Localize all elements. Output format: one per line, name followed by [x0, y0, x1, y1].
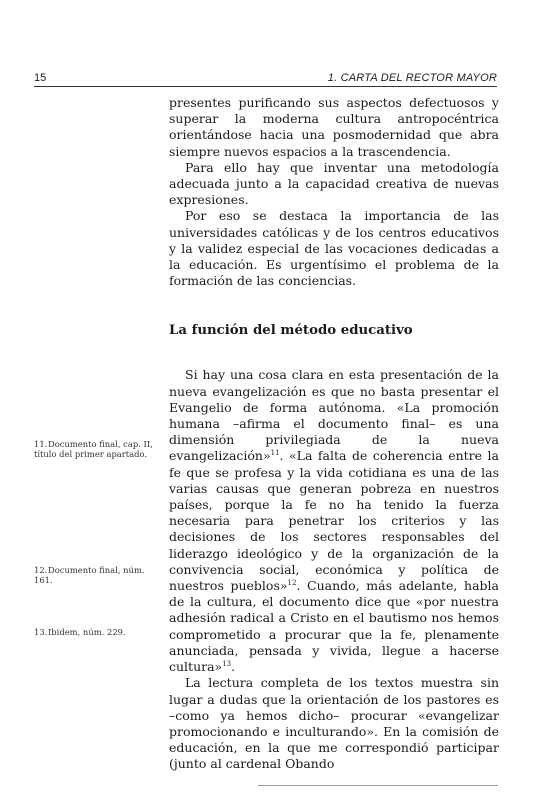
paragraph-text: . Cuando, más adelante, habla de la cultura, el documento dice que «por nuestra adhesión radical a Cristo en el bautismo nos hemos comprometido a procurar que la fe, plenamente anunciada, pensada y vivida, llegue a hacerse cultura» — [169, 578, 499, 675]
margin-note — [34, 627, 154, 637]
paragraph — [169, 367, 499, 675]
paragraph: Para ello hay que inventar una metodología adecuada junto a la capacidad creativa de nuevas expresiones. — [169, 159, 499, 208]
running-title: 1. CARTA DEL RECTOR MAYOR — [327, 72, 497, 84]
note-number: 13. — [34, 627, 48, 637]
note-reference: 12 — [287, 578, 297, 587]
footer-rule — [258, 785, 498, 786]
note-number: 11. — [34, 439, 48, 449]
page-number: 15 — [34, 72, 47, 84]
margin-note — [34, 565, 154, 585]
paragraph-text: Si hay una cosa clara en esta presentación de la nueva evangelización es que no basta presentar el Evangelio de forma autónoma. «La promoción humana –afirma el documento final– es una dimensión privilegiada de la nueva evangelización» — [169, 367, 499, 464]
paragraph: presentes purificando sus aspectos defectuosos y superar la moderna cultura antropocéntrica orientándose hacia una posmodernidad que abra siempre nuevos espacios a la trascendencia. — [169, 95, 499, 159]
section-heading: La función del método educativo — [169, 323, 413, 339]
header-rule — [34, 86, 497, 87]
paragraph: Por eso se destaca la importancia de las universidades católicas y de los centros educativos y la validez especial de las vocaciones dedicadas a la educación. Es urgentísimo el problema de la formación de las conciencias. — [169, 208, 499, 289]
paragraph: La lectura completa de los textos muestra sin lugar a dudas que la orientación de los pastores es –como ya hemos dicho– procurar «evangelizar promocionando e inculturando». En la comisión de educación, en la que me correspondió participar (junto al cardenal Obando — [169, 675, 499, 772]
running-header — [34, 70, 497, 86]
note-text: Ibidem, núm. 229. — [48, 627, 126, 637]
note-reference: 11 — [270, 449, 280, 458]
note-text: Documento final, núm. 161. — [34, 565, 145, 585]
margin-note — [34, 439, 154, 459]
paragraph-text: . — [231, 659, 236, 675]
note-text: Documento final, cap. II, título del primer apartado. — [34, 439, 153, 459]
note-reference: 13 — [222, 659, 232, 668]
note-number: 12. — [34, 565, 48, 575]
body-text — [169, 95, 499, 773]
paragraph-text: . «La falta de coherencia entre la fe que se profesa y la vida cotidiana es una de las varias causas que generan pobreza en nuestros países, porque la fe no ha tenido la fuerza necesaria para penetrar los criterios y las decisiones de los sectores responsables del liderazgo ideológico y de la organización de la convivencia social, económica y política de nuestros pueblos» — [169, 448, 499, 594]
